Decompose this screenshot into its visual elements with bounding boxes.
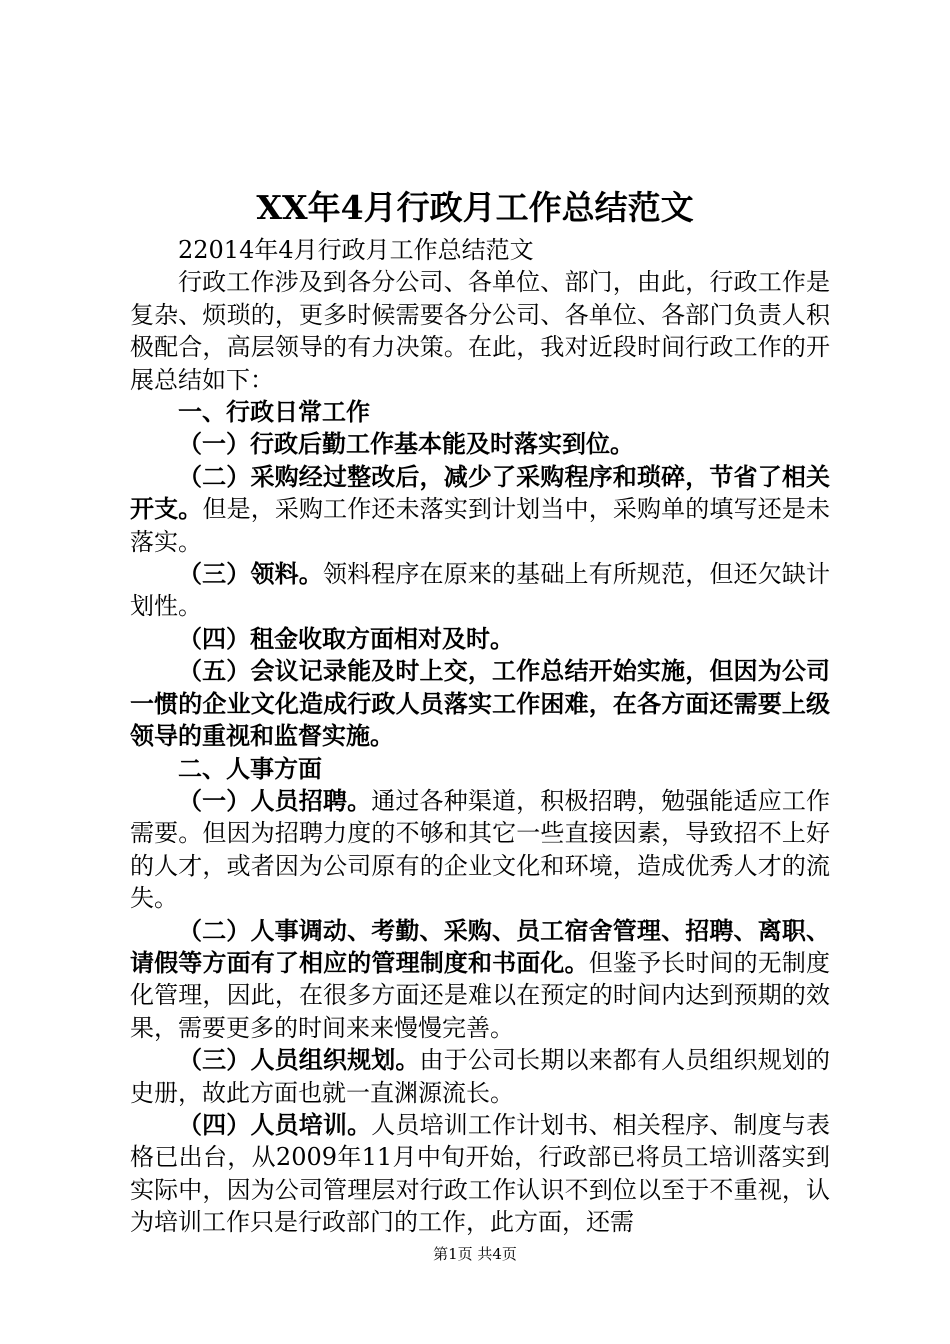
document-body [130,234,830,1239]
section-1-item-1: （一）行政后勤工作基本能及时落实到位。 [178,429,634,459]
section-1-item-3 [130,558,830,623]
page-footer: 第1页 共4页 [433,1245,517,1263]
section-1-item-2-lead: （二）采购经过整改后，减少了采购程序和琐碎，节省了相关开支。 [130,461,830,524]
section-1-item-3-lead: （三）领料。 [178,559,323,589]
section-2-item-3-lead: （三）人员组织规划。 [178,1045,420,1075]
section-2-heading: 二、人事方面 [178,753,322,783]
section-2-item-1 [130,785,830,915]
section-2-item-1-text: 通过各种渠道，积极招聘，勉强能适应工作需要。但因为招聘力度的不够和其它一些直接因素，导致招不上好的人才，或者因为公司原有的企业文化和环境，造成优秀人才的流失。 [130,786,831,913]
document-subtitle: 22014年4月行政月工作总结范文 [178,236,534,264]
section-1-heading: 一、行政日常工作 [178,397,370,427]
document-title: XX年4月行政月工作总结范文 [256,188,694,227]
section-2-item-2-lead: （二）人事调动、考勤、采购、员工宿舍管理、招聘、离职、请假等方面有了相应的管理制度和书面化。 [130,915,830,977]
section-1-item-5: （五）会议记录能及时上交，工作总结开始实施，但因为公司一惯的企业文化造成行政人员落实工作困难，在各方面还需要上级领导的重视和监督实施。 [130,656,830,751]
section-2-item-3-text: 由于公司长期以来都有人员组织规划的史册，故此方面也就一直渊源流长。 [130,1046,831,1107]
intro-paragraph: 行政工作涉及到各分公司、各单位、部门，由此，行政工作是复杂、烦琐的，更多时候需要各分公司、各单位、各部门负责人积极配合，高层领导的有力决策。在此，我对近段时间行政工作的开展总结如下： [130,268,830,394]
section-1-item-2 [130,461,830,558]
section-2-item-2 [130,915,830,1045]
section-1-item-2-text: 但是，采购工作还未落实到计划当中，采购单的填写还是未落实。 [130,495,831,556]
section-2-item-3 [130,1044,830,1109]
section-2-item-4 [130,1109,830,1239]
section-1-item-4: （四）租金收取方面相对及时。 [178,623,514,653]
section-2-item-4-text: 人员培训工作计划书、相关程序、制度与表格已出台，从2009年11月中旬开始，行政部已将员工培训落实到实际中，因为公司管理层对行政工作认识不到位以至于不重视，认为培训工作只是行政部门的工作，此方面，还需 [130,1110,831,1237]
section-2-item-2-text: 但鉴予长时间的无制度化管理，因此，在很多方面还是难以在预定的时间内达到预期的效果，需要更多的时间来来慢慢完善。 [130,948,831,1042]
section-2-item-4-lead: （四）人员培训。 [178,1109,372,1139]
section-1-item-3-text: 领料程序在原来的基础上有所规范，但还欠缺计划性。 [130,560,831,621]
section-2-item-1-lead: （一）人员招聘。 [178,785,372,815]
